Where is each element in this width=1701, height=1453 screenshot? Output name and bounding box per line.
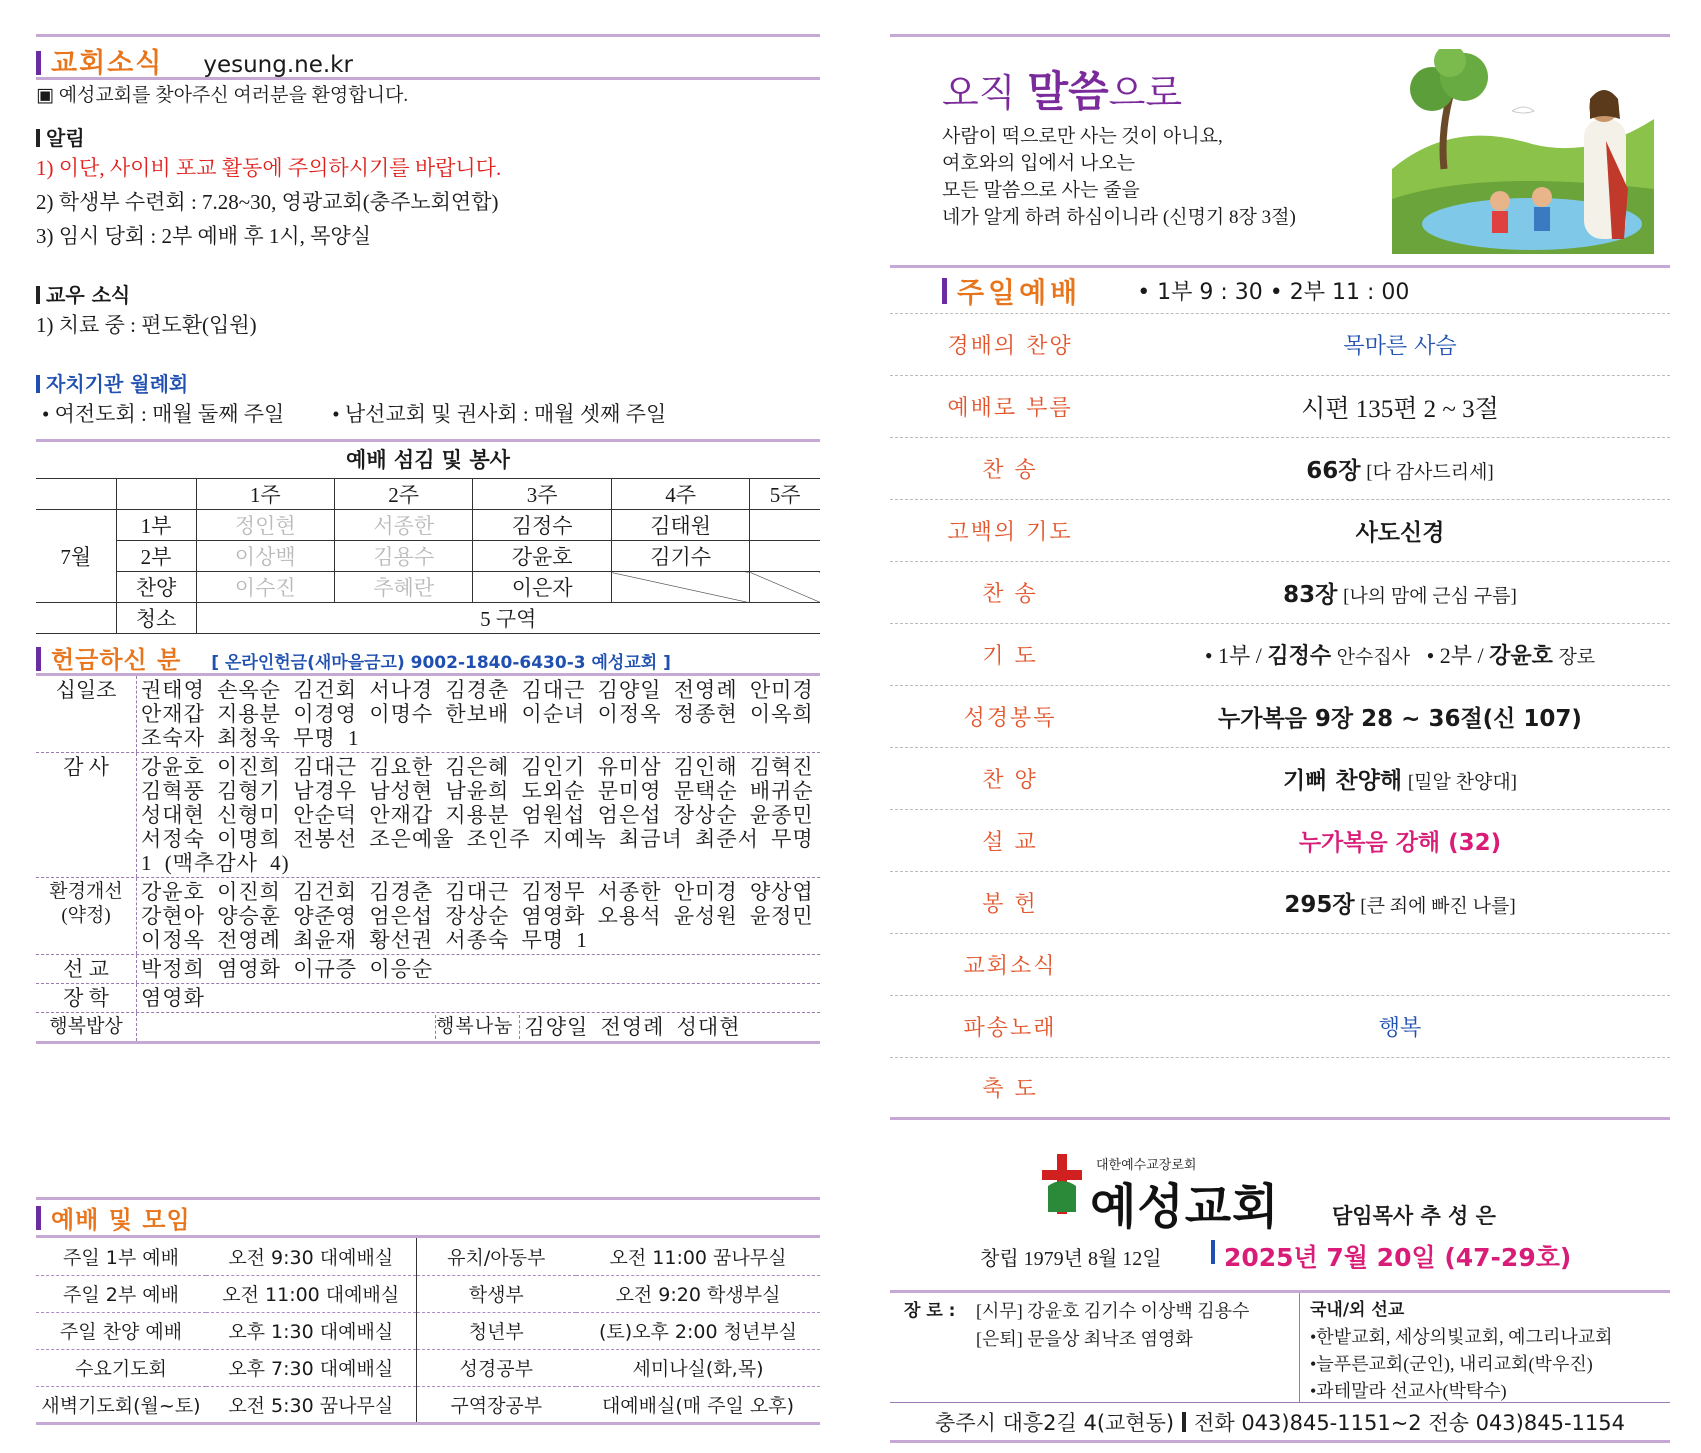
jesus-children-illustration <box>1392 49 1654 254</box>
order-row <box>890 1058 1670 1120</box>
duty-row-label: 1부 <box>116 510 196 541</box>
founded: 창립 1979년 8월 12일 <box>980 1248 1162 1270</box>
duty-cell-empty <box>611 572 749 603</box>
offering-row <box>36 878 820 955</box>
order-label: 파송노래 <box>963 1016 1057 1041</box>
missions-title: 국내/외 선교 <box>1310 1300 1405 1320</box>
verse-text: 사람이 떡으로만 사는 것이 아니요, 여호와의 입에서 나오는 모든 말씀으로 사는 줄을 네가 알게 하려 하심이니라 (신명기 8장 3절) <box>942 126 1296 228</box>
left-column <box>36 34 820 1417</box>
news-title: 교회소식 <box>51 48 164 79</box>
order-value: 기뻐 찬양해 [밀알 찬양대] <box>1282 768 1518 794</box>
order-label: 고백의 기도 <box>947 520 1073 545</box>
clean-value: 5 구역 <box>196 603 820 634</box>
meeting-time: 오전 11:00 꿈나무실 <box>576 1238 820 1275</box>
org-heading: 자치기관 월례회 <box>36 368 820 397</box>
sermon-title: 누가복음 강해 (32) <box>1298 830 1502 856</box>
elders-retired: [은퇴] 문을상 최낙조 염영화 <box>976 1329 1193 1349</box>
contact-line <box>890 1403 1670 1443</box>
offering-label: 감 사 <box>63 755 109 779</box>
duty-cell: 김용수 <box>334 541 472 572</box>
week-header: 2주 <box>334 479 472 510</box>
meeting-name: 주일 1부 예배 <box>36 1238 206 1275</box>
meetings-title: 예배 및 모임 <box>51 1206 191 1234</box>
duty-cell: 김기수 <box>611 541 749 572</box>
order-row <box>890 376 1670 438</box>
duty-cell: 이은자 <box>473 572 611 603</box>
offering-row <box>36 984 820 1013</box>
meeting-time: 오전 11:00 대예배실 <box>206 1275 416 1312</box>
meetings-section <box>36 1197 820 1425</box>
welcome-text: ▣ 예성교회를 찾아주신 여러분을 환영합니다. <box>36 85 409 106</box>
order-value: 83장 [나의 맘에 근심 구름] <box>1283 582 1517 608</box>
notice-item: 2) 학생부 수련회 : 7.28~30, 영광교회(충주노회연합) <box>36 190 499 214</box>
verse-title: 오직 말씀으로 <box>942 67 1183 116</box>
duty-cell <box>750 541 820 572</box>
meeting-name: 수요기도회 <box>36 1349 206 1386</box>
church-info <box>890 1120 1670 1290</box>
right-column <box>890 34 1670 1443</box>
org-item: • 여전도회 : 매월 둘째 주일 <box>42 402 285 426</box>
order-label: 봉 헌 <box>982 892 1038 917</box>
offering-label: 장 학 <box>63 986 109 1010</box>
order-row <box>890 872 1670 934</box>
order-row <box>890 810 1670 872</box>
clean-label: 청소 <box>116 603 196 634</box>
meeting-name: 성경공부 <box>416 1349 576 1386</box>
news-header <box>36 37 820 77</box>
month-cell: 7월 <box>36 510 116 603</box>
order-value: 행복 <box>1378 1016 1422 1041</box>
duty-cell: 김정수 <box>473 510 611 541</box>
offering-title: 헌금하신 분 <box>51 646 182 674</box>
meeting-name: 구역장공부 <box>416 1386 576 1423</box>
meeting-row <box>36 1349 820 1386</box>
verse-box <box>890 37 1670 265</box>
elders-box <box>890 1293 1300 1402</box>
offering-row <box>36 753 820 878</box>
prayer-leaders: • 1부 / 김정수 안수집사 • 2부 / 강윤호 장로 <box>1204 643 1596 669</box>
denomination: 대한예수교장로회 <box>1096 1158 1197 1173</box>
week-header: 3주 <box>473 479 611 510</box>
duty-cell: 추혜란 <box>334 572 472 603</box>
notice-heading: 알림 <box>36 122 820 151</box>
meeting-name: 주일 찬양 예배 <box>36 1312 206 1349</box>
meeting-row <box>36 1275 820 1312</box>
offering-names: 강윤호 이진희 김대근 김요한 김은혜 김인기 유미삼 김인해 김혁진 김혁풍 김형기 남경우 남성현 남윤희 도외순 문미영 문택순 배귀순 성대현 신형미 안순덕 안재갑 지용분 엄원섭 엄은섭 장상순 윤종민 서정숙 이명희 전봉선 조은예울 조인주 지예녹 최금녀 최준서 무명 1 (맥추감사 4) <box>136 753 820 877</box>
elders-label: 장 로 : <box>904 1301 956 1321</box>
offering-label: 십일조 <box>55 678 117 702</box>
offering-header <box>36 640 820 676</box>
org-schedule <box>36 397 820 431</box>
offering-label: 환경개선 (약정) <box>49 881 123 926</box>
order-row <box>890 314 1670 376</box>
week-header: 5주 <box>750 479 820 510</box>
mission-item: •늘푸른교회(군인), 내리교회(박우진) <box>1310 1354 1593 1374</box>
meeting-time: 오전 5:30 꿈나무실 <box>206 1386 416 1423</box>
duty-table <box>36 478 820 634</box>
member-news-heading: 교우 소식 <box>36 279 820 308</box>
order-value: 시편 135편 2 ~ 3절 <box>1301 395 1499 423</box>
clean-row <box>36 603 820 634</box>
order-label: 경배의 찬양 <box>947 334 1073 359</box>
share-names: 김양일 전영례 성대현 <box>519 1015 740 1039</box>
meeting-time: 오전 9:30 대예배실 <box>206 1238 416 1275</box>
week-header: 1주 <box>196 479 334 510</box>
online-offering-info: [ 온라인헌금(새마을금고) 9002-1840-6430-3 예성교회 ] <box>211 653 671 673</box>
duty-header-row <box>36 479 820 510</box>
order-label: 교회소식 <box>963 954 1057 979</box>
offering-row <box>36 955 820 984</box>
order-label: 찬 송 <box>982 458 1038 483</box>
meeting-name: 주일 2부 예배 <box>36 1275 206 1312</box>
worship-times: • 1부 9 : 30 • 2부 11 : 00 <box>1137 280 1410 305</box>
offering-names: 박정희 염영화 이규증 이응순 <box>136 955 820 983</box>
notice-item: 3) 임시 당회 : 2부 예배 후 1시, 목양실 <box>36 224 372 248</box>
meeting-time: 오후 7:30 대예배실 <box>206 1349 416 1386</box>
order-label: 찬 송 <box>982 582 1038 607</box>
meeting-name: 새벽기도회(월~토) <box>36 1386 206 1423</box>
notice-item: 1) 이단, 사이비 포교 활동에 주의하시기를 바랍니다. <box>36 156 502 180</box>
elders-active: [시무] 강윤호 김기수 이상백 김용수 <box>976 1301 1250 1321</box>
duty-row <box>36 510 820 541</box>
order-value: 295장 [큰 죄에 빠진 나를] <box>1284 892 1516 918</box>
order-row <box>890 934 1670 996</box>
share-label: 행복나눔 <box>435 1015 519 1039</box>
mission-item: •한밭교회, 세상의빛교회, 예그리나교회 <box>1310 1327 1613 1347</box>
worship-header <box>890 268 1670 314</box>
duty-cell: 강윤호 <box>473 541 611 572</box>
mission-item: •과테말라 선교사(박탁수) <box>1310 1381 1507 1401</box>
duty-cell: 이수진 <box>196 572 334 603</box>
duty-title: 예배 섬김 및 봉사 <box>346 448 510 472</box>
meeting-time: 오전 9:20 학생부실 <box>576 1275 820 1312</box>
order-label: 축 도 <box>982 1077 1038 1102</box>
missions-box <box>1300 1293 1670 1402</box>
order-row <box>890 438 1670 500</box>
duty-row <box>36 572 820 603</box>
offering-names: 염영화 <box>136 984 820 1012</box>
order-label: 성경봉독 <box>963 706 1057 731</box>
meeting-time: 대예배실(매 주일 오후) <box>576 1386 820 1423</box>
order-value: 목마른 사슴 <box>1343 334 1457 359</box>
meeting-name: 청년부 <box>416 1312 576 1349</box>
meeting-row <box>36 1312 820 1349</box>
church-name: 예성교회 <box>1090 1179 1280 1235</box>
order-value: 사도신경 <box>1355 520 1445 546</box>
elders-missions <box>890 1293 1670 1403</box>
duty-cell <box>750 510 820 541</box>
phone: 전화 043)845-1151~2 전송 043)845-1154 <box>1194 1410 1625 1435</box>
order-value: 66장 [다 감사드리세] <box>1306 458 1494 484</box>
order-row <box>890 624 1670 686</box>
duty-cell-empty <box>750 572 820 603</box>
week-header: 4주 <box>611 479 749 510</box>
duty-cell: 김태원 <box>611 510 749 541</box>
offering-names: 권태영 손옥순 김건회 서나경 김경춘 김대근 김양일 전영례 안미경 안재갑 지용분 이경영 이명수 한보배 이순녀 이정옥 정종현 이옥희 조숙자 최청욱 무명 1 <box>136 676 820 752</box>
order-row <box>890 686 1670 748</box>
meeting-time: (토)오후 2:00 청년부실 <box>576 1312 820 1349</box>
duty-cell: 서종한 <box>334 510 472 541</box>
member-news-item: 1) 치료 중 : 편도환(입원) <box>36 313 257 337</box>
meetings-table <box>36 1238 820 1425</box>
order-label: 예배로 부름 <box>947 396 1073 421</box>
duty-cell: 정인현 <box>196 510 334 541</box>
order-row <box>890 748 1670 810</box>
bulletin-date: 2025년 7월 20일 (47-29호) <box>1224 1243 1572 1272</box>
order-row <box>890 562 1670 624</box>
duty-row-label: 찬양 <box>116 572 196 603</box>
offering-names: 강윤호 이진희 김건회 김경춘 김대근 김정무 서종한 안미경 양상엽 강현아 양승훈 양준영 엄은섭 장상순 염영화 오용석 윤성원 윤정민 이정옥 전영례 최윤재 황선권 서종숙 무명 1 <box>136 878 820 954</box>
section-bar <box>36 51 41 75</box>
offering-label: 선 교 <box>63 957 109 981</box>
meeting-time: 세미나실(화,목) <box>576 1349 820 1386</box>
order-row <box>890 500 1670 562</box>
order-row <box>890 996 1670 1058</box>
church-cross-logo <box>1040 1154 1084 1214</box>
order-label: 설 교 <box>982 830 1038 855</box>
meeting-row <box>36 1386 820 1423</box>
offering-label: 행복밥상 <box>49 1016 123 1037</box>
worship-order <box>890 314 1670 1120</box>
duty-row <box>36 541 820 572</box>
meeting-time: 오후 1:30 대예배실 <box>206 1312 416 1349</box>
address: 충주시 대흥2길 4(교현동) <box>935 1410 1175 1435</box>
meeting-name: 유치/아동부 <box>416 1238 576 1275</box>
pastor: 담임목사 추 성 은 <box>1332 1204 1496 1228</box>
org-item: • 남선교회 및 권사회 : 매월 셋째 주일 <box>332 402 667 426</box>
order-label: 기 도 <box>982 644 1038 669</box>
meeting-name: 학생부 <box>416 1275 576 1312</box>
duty-cell: 이상백 <box>196 541 334 572</box>
duty-row-label: 2부 <box>116 541 196 572</box>
offering-row <box>36 676 820 753</box>
order-value: 누가복음 9장 28 ~ 36절(신 107) <box>1218 706 1582 732</box>
offering-row <box>36 1013 820 1044</box>
meeting-row <box>36 1238 820 1275</box>
order-label: 찬 양 <box>982 768 1038 793</box>
website-link[interactable]: yesung.ne.kr <box>203 52 353 78</box>
worship-title: 주일예배 <box>957 275 1082 309</box>
